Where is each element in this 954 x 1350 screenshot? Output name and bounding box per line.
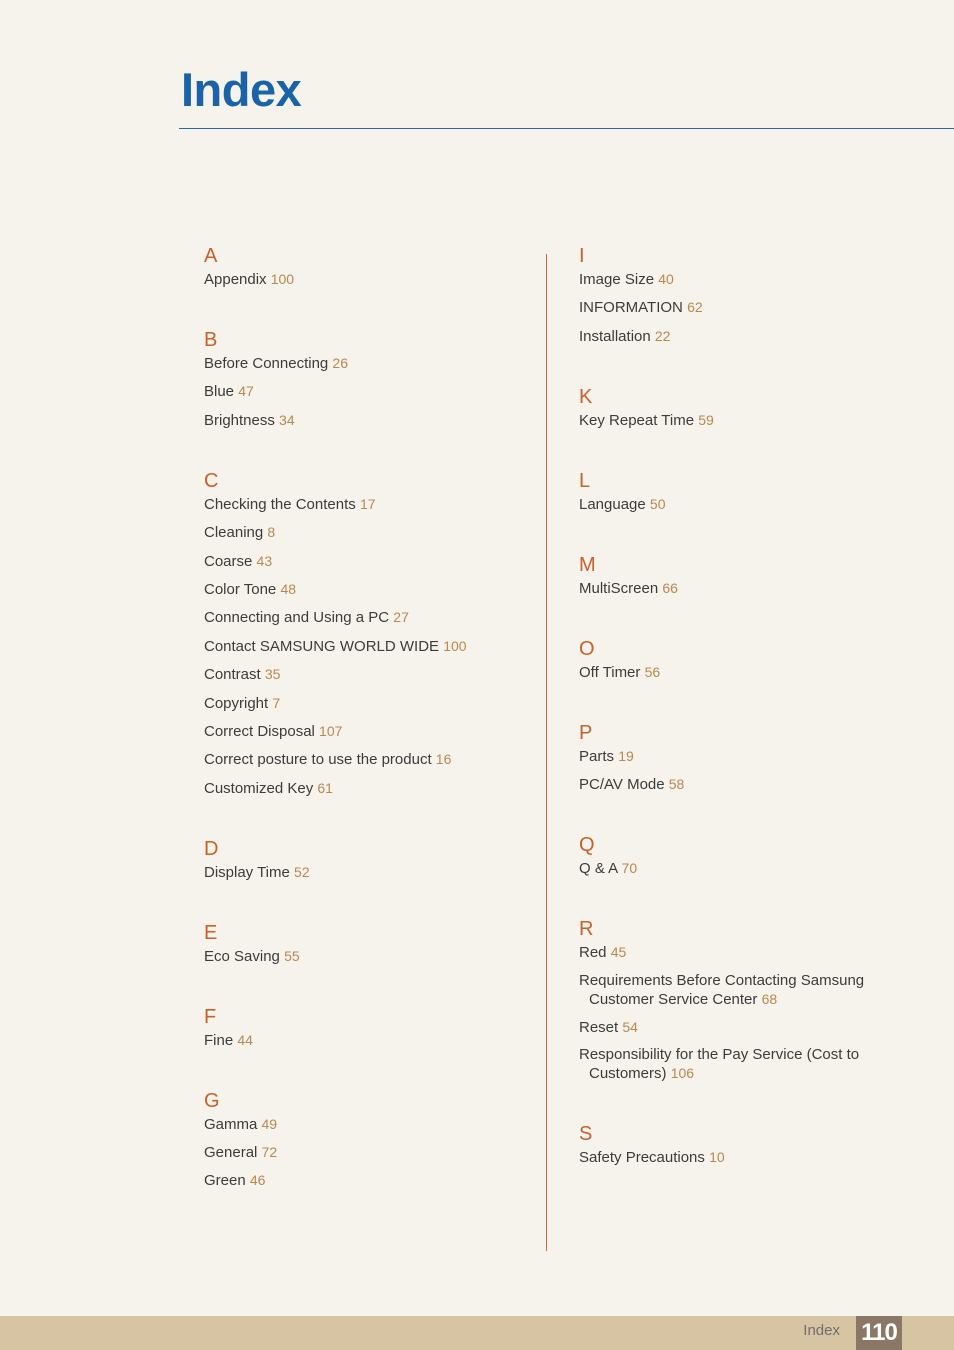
index-entry-text-line2: Customers) [589,1065,667,1083]
index-entry-page[interactable]: 47 [238,383,254,400]
index-column-left [204,243,534,1228]
index-entry-text: Copyright [204,694,269,712]
index-entry-text: Q & A [579,860,618,878]
index-entry-page[interactable]: 49 [261,1115,278,1132]
index-entry-text: Off Timer [579,663,641,681]
page-number: 110 [856,1316,902,1350]
index-entry-page[interactable]: 44 [237,1031,253,1048]
index-entry[interactable] [204,779,534,798]
index-letter-heading: B [204,329,218,351]
index-entry-text: Brightness [204,411,275,429]
index-entry-text: Before Connecting [204,355,329,372]
index-entry-text: Gamma [204,1115,258,1133]
index-entry-text: Green [204,1172,246,1190]
index-entry-page[interactable]: 16 [435,751,452,768]
index-entry-text: Correct Disposal [204,722,315,740]
index-entry-page[interactable]: 19 [618,747,634,764]
index-group-i [579,243,909,346]
index-entry[interactable] [204,523,534,542]
index-entry[interactable] [204,1031,534,1050]
index-entry-page[interactable]: 70 [621,860,638,877]
index-letter-heading: E [204,921,218,944]
index-entry[interactable] [204,722,534,741]
index-entry[interactable] [579,1018,909,1037]
index-entry-text: Responsibility for the Pay Service (Cost to [579,1046,860,1064]
index-entry-page[interactable]: 107 [319,722,343,739]
index-entry-page[interactable]: 55 [284,947,300,964]
index-entry-continuation [579,990,909,1009]
index-entry-page[interactable]: 35 [264,666,281,683]
index-group-g [204,1088,534,1191]
index-entry-text: Contact SAMSUNG WORLD WIDE [204,637,440,655]
index-entry[interactable] [204,1115,534,1134]
index-group-e [204,920,534,966]
index-entry-page[interactable]: 58 [668,776,685,793]
index-letter-heading: P [579,721,593,744]
index-entry[interactable] [204,750,534,769]
index-entry-text: Reset [579,1018,619,1036]
index-letter-heading: M [579,553,596,576]
index-entry[interactable] [204,608,534,627]
index-letter-heading: S [579,1123,593,1146]
index-entry-text: Safety Precautions [579,1149,705,1167]
index-letter-heading: R [579,918,594,941]
index-group-r [579,916,909,1083]
index-entry-page[interactable]: 52 [294,863,310,880]
index-entry-text: Coarse [204,552,253,570]
index-entry-page[interactable]: 61 [317,779,333,796]
index-entry-text: Fine [204,1031,234,1049]
index-entry-page[interactable]: 8 [267,524,276,541]
index-entry-text: Customized Key [204,779,314,797]
index-entry-page[interactable]: 43 [256,552,273,569]
title-rule [179,128,954,129]
index-entry[interactable] [579,1148,909,1167]
index-entry[interactable] [579,579,909,598]
index-group-f [204,1004,534,1050]
index-entry-text: MultiScreen [579,579,659,597]
index-entry-text: Appendix [204,271,267,288]
index-letter-heading: F [204,1005,217,1028]
index-letter-heading: K [579,385,593,408]
index-entry[interactable] [204,580,534,599]
index-entry[interactable] [579,663,909,682]
index-entry-page[interactable]: 40 [658,271,674,287]
index-entry-text: Red [579,944,607,962]
index-entry[interactable] [579,270,909,289]
index-entry[interactable] [204,694,534,713]
index-entry-page[interactable]: 10 [709,1149,725,1166]
index-entry-text: Parts [579,747,615,765]
index-entry-text: Checking the Contents [204,495,356,513]
index-entry[interactable] [204,1171,534,1190]
index-entry[interactable] [579,859,909,878]
index-column-right [579,243,909,1205]
index-entry[interactable] [579,943,909,962]
index-entry-page[interactable]: 22 [654,327,671,344]
index-entry-text: Installation [579,327,651,345]
index-group-b [204,327,534,430]
index-group-p [579,720,909,794]
index-entry-page[interactable]: 54 [622,1018,638,1035]
index-letter-heading: L [579,469,591,492]
index-entry[interactable] [204,947,534,966]
index-entry-page[interactable]: 17 [359,495,376,512]
column-divider [546,254,547,1251]
index-entry-page[interactable]: 26 [332,355,348,371]
index-entry-text: Display Time [204,863,290,881]
index-entry-text: Color Tone [204,580,277,598]
index-entry-text: General [204,1144,258,1162]
index-letter-heading: Q [579,834,595,857]
index-entry-text-line2: Customer Service Center [589,990,758,1008]
index-entry-text: PC/AV Mode [579,776,665,794]
index-entry-page[interactable]: 66 [662,579,678,596]
index-entry[interactable] [579,298,909,317]
index-entry[interactable] [579,747,909,766]
index-entry[interactable] [204,354,534,373]
index-letter-heading: C [204,469,219,492]
index-letter-heading: G [204,1089,220,1112]
index-entry-page[interactable]: 100 [270,271,295,287]
index-entry-page[interactable]: 56 [644,663,661,680]
index-entry-page[interactable]: 7 [272,694,281,711]
index-letter-heading: D [204,837,219,860]
index-group-o [579,636,909,682]
index-entry[interactable] [579,1046,909,1083]
index-group-k [579,384,909,430]
index-entry-text: Contrast [204,666,261,684]
index-letter-heading: A [204,245,218,267]
index-letter-heading: O [579,637,595,660]
index-entry-continuation [579,1064,909,1083]
index-group-m [579,552,909,598]
index-entry[interactable] [204,270,534,289]
index-entry-page[interactable]: 45 [610,944,627,961]
index-entry-page[interactable]: 46 [249,1172,266,1189]
index-entry-page[interactable]: 68 [761,990,778,1007]
index-entry-text: Image Size [579,271,655,288]
index-entry[interactable] [204,863,534,882]
index-entry-text: Cleaning [204,524,264,542]
index-entry[interactable] [204,637,534,656]
index-entry-page[interactable]: 50 [649,495,666,512]
index-entry[interactable] [579,327,909,346]
index-entry-page[interactable]: 34 [279,411,295,428]
footer-section-label: Index [803,1322,840,1339]
index-group-l [579,468,909,514]
index-entry-page[interactable]: 62 [687,299,703,316]
index-entry-page[interactable]: 72 [261,1144,278,1161]
index-entry-text: INFORMATION [579,299,683,317]
index-entry-page[interactable]: 106 [670,1065,695,1082]
index-entry[interactable] [204,382,534,401]
index-entry-text: Language [579,495,646,513]
index-entry[interactable] [579,972,909,1009]
index-entry-page[interactable]: 100 [443,637,467,654]
index-entry-text: Key Repeat Time [579,411,695,429]
index-group-a [204,243,534,289]
index-group-c [204,468,534,798]
index-entry-text: Eco Saving [204,947,280,965]
index-entry-text: Connecting and Using a PC [204,609,390,627]
index-entry[interactable] [204,495,534,514]
index-entry-page[interactable]: 59 [698,411,714,428]
index-group-s [579,1121,909,1167]
index-entry-page[interactable]: 48 [280,580,297,597]
index-entry[interactable] [204,411,534,430]
index-entry-page[interactable]: 27 [393,609,409,626]
index-entry[interactable] [204,665,534,684]
index-group-d [204,836,534,882]
page-title: Index [181,63,302,116]
index-entry[interactable] [579,411,909,430]
index-entry[interactable] [579,495,909,514]
index-entry-text: Correct posture to use the product [204,751,432,769]
index-letter-heading: I [579,245,585,267]
index-entry[interactable] [204,552,534,571]
index-group-q [579,832,909,878]
index-entry-text: Requirements Before Contacting Samsung [579,971,865,989]
index-entry[interactable] [204,1143,534,1162]
index-entry[interactable] [579,775,909,794]
index-entry-text: Blue [204,383,235,401]
